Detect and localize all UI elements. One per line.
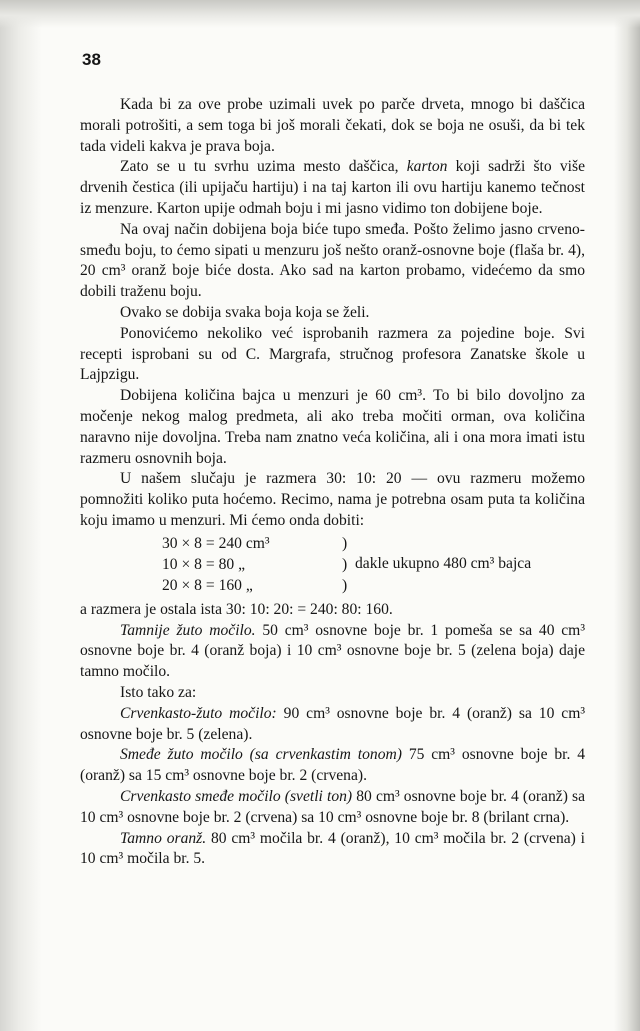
recipe (80, 704, 585, 746)
paragraph-text: Zato se u tu svrhu uzima mesto daščica, (120, 158, 399, 176)
recipe (80, 787, 585, 829)
calc-line: 20 × 8 = 160 „ (162, 576, 253, 594)
also-heading: Isto tako za: (120, 683, 197, 701)
recipe-title: Smeđe žuto močilo (sa crvenkastim tonom) (120, 746, 402, 764)
paragraph: Ovako se dobija svaka boja koja se želi. (120, 303, 370, 321)
paragraph: Dobijena količina bajca u menzuri je 60 cm³. To bi bilo dovoljno za močenje nekog malog predmeta, ali ako treba močiti orman, ova količina naravno nije dovoljna. Treba nam znatno veća količina, ali i ona mora imati istu razmeru osnovnih boja. (80, 387, 585, 467)
page-number: 38 (82, 50, 101, 69)
calc-line: 30 × 8 = 240 cm³ (162, 534, 270, 552)
recipe-title: Tamnije žuto močilo. (120, 621, 256, 639)
recipe (80, 745, 585, 787)
recipe-text: 90 cm³ osnovne boje br. 4 (oranž) sa 10 cm³ osnovne boje br. 5 (zelena). (80, 704, 585, 743)
recipe-title: Crvenkasto smeđe močilo (svetli ton) (120, 787, 353, 805)
paragraph (80, 157, 585, 219)
body-text (80, 95, 585, 870)
paragraph: U našem slučaju je razmera 30: 10: 20 — ovu razmeru možemo pomnožiti koliko puta hoćemo. Recimo, nama je potrebna osam puta ta količina koju imamo u menzuri. Mi ćemo onda dobiti: (80, 470, 585, 529)
scan-shadow-right (614, 0, 640, 1031)
closing-paren: ) (342, 576, 348, 594)
scan-shadow-top (0, 0, 640, 28)
recipe (80, 829, 585, 871)
closing-paren: ) (342, 534, 348, 552)
paragraph: Kada bi za ove probe uzimali uvek po parče drveta, mnogo bi daščica morali potrošiti, a sem toga bi još morali čekati, dok se boja ne osuši, da bi tek tada videli kakva je prava boja. (80, 96, 585, 155)
closing-paren: ) (342, 555, 348, 573)
paragraph: Ponovićemo nekoliko već isprobanih razmera za pojedine boje. Svi recepti isprobani su od C. Margrafa, stručnog profesora Zanatske škole u Lajpzigu. (80, 324, 585, 384)
recipe-text: 80 cm³ osnovne boje br. 4 (oranž) sa 10 cm³ osnovne boje br. 2 (crvena) sa 10 cm³ osnovne boje br. 8 (brilant crna). (80, 787, 585, 826)
emphasis-karton: karton (406, 158, 448, 176)
calc-line: 10 × 8 = 80 „ (162, 555, 245, 573)
calc-total: dakle ukupno 480 cm³ bajca (355, 554, 532, 572)
scan-shadow-left (0, 0, 42, 1031)
multiplication-lines (162, 533, 270, 596)
multiplication-block (80, 533, 585, 600)
recipe (80, 621, 585, 683)
paragraph-text: koji sadrži što više drvenih čestica (ili upijaču hartiju) i na taj karton ili ovu hartiju kanemo tečnost iz menzure. Karton upije odmah boju i mi jasno vidimo ton dobijene boje. (80, 158, 585, 217)
recipe-text: 80 cm³ močila br. 4 (oranž), 10 cm³ močila br. 2 (crvena) i 10 cm³ močila br. 5. (80, 829, 585, 868)
paragraph: Na ovaj način dobijena boja biće tupo smeđa. Pošto želimo jasno crveno-smeđu boju, to ćemo sipati u menzuru još nešto oranž-osnovne boje (flaša br. 4), 20 cm³ oranž boje biće dosta. Ako sad na karton probamo, videćemo da smo dobili traženu boju. (80, 220, 585, 301)
recipe-title: Crvenkasto-žuto močilo: (120, 704, 277, 722)
recipe-text: 50 cm³ osnovne boje br. 1 pomeša se sa 40 cm³ osnovne boje br. 4 (oranž boja) i 10 cm³ osnovne boje br. 5 (zelena boja) daje tamno močilo. (80, 621, 585, 681)
recipe-title: Tamno oranž. (120, 829, 207, 847)
ratio-line: a razmera je ostala ista 30: 10: 20: = 240: 80: 160. (80, 600, 393, 618)
recipe-text: 75 cm³ osnovne boje br. 4 (oranž) sa 15 cm³ osnovne boje br. 2 (crvena). (80, 746, 586, 785)
